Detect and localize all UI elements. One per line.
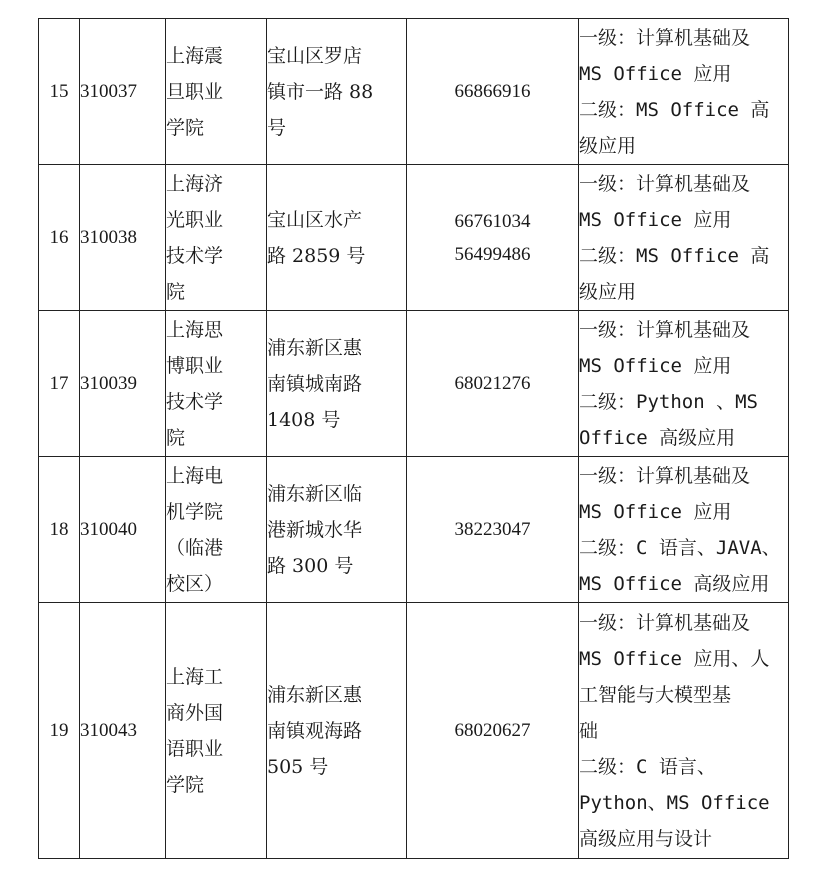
row-index bbox=[39, 457, 80, 603]
site-name bbox=[166, 603, 267, 859]
exam-level-line: MS Office 高级应用 bbox=[579, 572, 770, 595]
row-index bbox=[39, 311, 80, 457]
exam-level-line: 高级应用与设计 bbox=[579, 827, 713, 850]
row-index-text: 16 bbox=[49, 226, 69, 248]
site-name-line: 上海震 bbox=[166, 44, 224, 67]
site-address-line: 南镇观海路 bbox=[267, 719, 363, 742]
phone-number: 66761034 bbox=[454, 210, 531, 232]
row-index bbox=[39, 165, 80, 311]
exam-level-line: 一级：计算机基础及 bbox=[579, 464, 751, 487]
phone-number: 56499486 bbox=[454, 243, 531, 265]
site-name-line: 上海工 bbox=[166, 665, 224, 688]
site-name-line: 语职业 bbox=[166, 737, 224, 760]
row-index-text: 15 bbox=[49, 80, 69, 102]
site-address-line: 路 300 号 bbox=[267, 554, 354, 577]
row-index bbox=[39, 603, 80, 859]
site-name bbox=[166, 165, 267, 311]
site-address-line: 港新城水华 bbox=[267, 518, 363, 541]
row-index-text: 18 bbox=[49, 518, 69, 540]
phone-number: 38223047 bbox=[454, 519, 531, 540]
site-address-line: 南镇城南路 bbox=[267, 372, 363, 395]
site-name-line: 技术学 bbox=[166, 244, 224, 267]
site-code bbox=[80, 311, 166, 457]
site-name-line: （临港 bbox=[166, 536, 224, 559]
site-name-line: 院 bbox=[166, 280, 186, 303]
site-name-line: 上海电 bbox=[166, 464, 224, 487]
site-code bbox=[80, 457, 166, 603]
site-address-line: 宝山区罗店 bbox=[267, 44, 363, 67]
row-index bbox=[39, 19, 80, 165]
site-name-line: 上海济 bbox=[166, 172, 224, 195]
site-address-line: 号 bbox=[267, 116, 287, 139]
table-row bbox=[39, 19, 789, 165]
site-address-line: 浦东新区临 bbox=[267, 482, 363, 505]
site-code-text: 310037 bbox=[80, 80, 137, 102]
exam-levels bbox=[579, 311, 789, 457]
exam-level-line: MS Office 应用 bbox=[579, 500, 732, 523]
site-name-line: 光职业 bbox=[166, 208, 224, 231]
site-address-line: 浦东新区惠 bbox=[267, 683, 363, 706]
exam-level-line: 工智能与大模型基 bbox=[579, 683, 732, 706]
site-code-text: 310040 bbox=[80, 518, 137, 540]
site-phone bbox=[407, 19, 579, 165]
site-address-line: 1408 号 bbox=[267, 408, 341, 431]
site-phone bbox=[407, 165, 579, 311]
row-index-text: 19 bbox=[49, 719, 69, 741]
site-address-line: 路 2859 号 bbox=[267, 244, 366, 267]
exam-levels bbox=[579, 19, 789, 165]
exam-level-line: MS Office 应用 bbox=[579, 354, 732, 377]
site-phone bbox=[407, 311, 579, 457]
exam-level-line: Office 高级应用 bbox=[579, 426, 736, 449]
row-index-text: 17 bbox=[49, 372, 69, 394]
site-code-text: 310043 bbox=[80, 719, 137, 741]
site-address bbox=[267, 165, 407, 311]
site-name bbox=[166, 311, 267, 457]
exam-level-line: 一级：计算机基础及 bbox=[579, 172, 751, 195]
site-name-line: 商外国 bbox=[166, 701, 224, 724]
site-name-line: 学院 bbox=[166, 773, 205, 796]
exam-sites-table bbox=[38, 18, 789, 859]
site-code bbox=[80, 19, 166, 165]
exam-level-line: MS Office 应用 bbox=[579, 62, 732, 85]
exam-level-line: 础 bbox=[579, 719, 599, 742]
site-name-line: 旦职业 bbox=[166, 80, 224, 103]
exam-level-line: 一级：计算机基础及 bbox=[579, 611, 751, 634]
exam-level-line: 级应用 bbox=[579, 134, 637, 157]
table-body bbox=[39, 19, 789, 859]
site-name-line: 技术学 bbox=[166, 390, 224, 413]
site-address-line: 浦东新区惠 bbox=[267, 336, 363, 359]
site-name-line: 上海思 bbox=[166, 318, 224, 341]
exam-levels bbox=[579, 603, 789, 859]
exam-level-line: Python、MS Office bbox=[579, 791, 770, 814]
site-name-line: 学院 bbox=[166, 116, 205, 139]
site-phone bbox=[407, 603, 579, 859]
site-address bbox=[267, 311, 407, 457]
site-code-text: 310039 bbox=[80, 372, 137, 394]
exam-level-line: 二级：MS Office 高 bbox=[579, 244, 770, 267]
exam-level-line: 二级：Python 、MS bbox=[579, 390, 758, 413]
site-name-line: 校区） bbox=[166, 572, 224, 595]
phone-number: 66866916 bbox=[454, 81, 531, 102]
exam-levels bbox=[579, 457, 789, 603]
site-address bbox=[267, 19, 407, 165]
table-row bbox=[39, 457, 789, 603]
site-name bbox=[166, 19, 267, 165]
phone-number: 68021276 bbox=[454, 373, 531, 394]
site-address bbox=[267, 457, 407, 603]
table-row bbox=[39, 603, 789, 859]
site-address-line: 宝山区水产 bbox=[267, 208, 363, 231]
exam-level-line: 二级：C 语言、 bbox=[579, 755, 716, 778]
site-code bbox=[80, 165, 166, 311]
site-code-text: 310038 bbox=[80, 226, 137, 248]
exam-level-line: 一级：计算机基础及 bbox=[579, 318, 751, 341]
exam-level-line: 级应用 bbox=[579, 280, 637, 303]
site-address bbox=[267, 603, 407, 859]
exam-level-line: 一级：计算机基础及 bbox=[579, 26, 751, 49]
site-name bbox=[166, 457, 267, 603]
site-phone bbox=[407, 457, 579, 603]
table-row bbox=[39, 311, 789, 457]
site-code bbox=[80, 603, 166, 859]
site-name-line: 院 bbox=[166, 426, 186, 449]
exam-levels bbox=[579, 165, 789, 311]
phone-number: 68020627 bbox=[454, 720, 531, 741]
site-name-line: 机学院 bbox=[166, 500, 224, 523]
exam-level-line: MS Office 应用 bbox=[579, 208, 732, 231]
exam-level-line: 二级：MS Office 高 bbox=[579, 98, 770, 121]
site-address-line: 镇市一路 88 bbox=[267, 80, 374, 103]
site-address-line: 505 号 bbox=[267, 755, 329, 778]
exam-level-line: 二级：C 语言、JAVA、 bbox=[579, 536, 781, 559]
site-name-line: 博职业 bbox=[166, 354, 224, 377]
table-row bbox=[39, 165, 789, 311]
exam-level-line: MS Office 应用、人 bbox=[579, 647, 770, 670]
